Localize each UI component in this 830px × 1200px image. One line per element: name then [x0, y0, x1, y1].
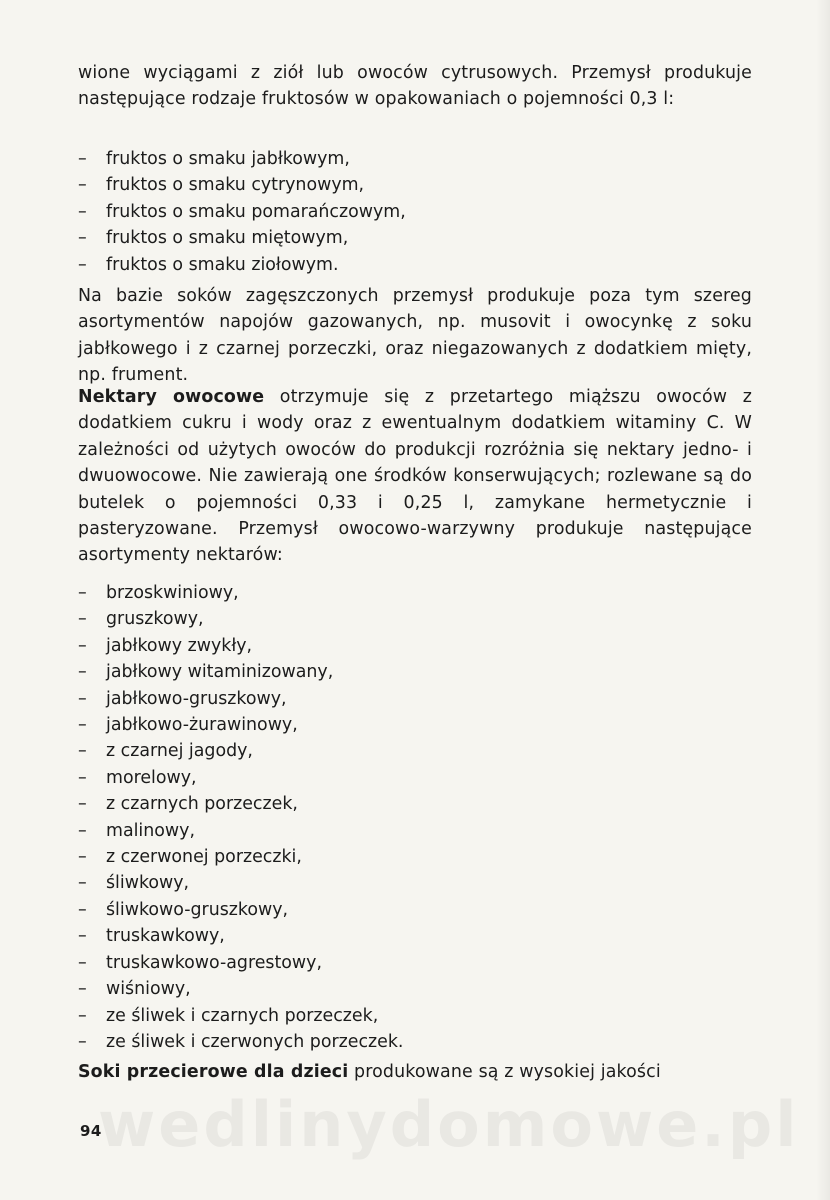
list-item-text: fruktos o smaku pomarańczowym,: [106, 201, 406, 222]
list-dash: –: [78, 635, 87, 656]
list-item: [78, 738, 752, 764]
list-item: [78, 225, 752, 251]
list-item: [78, 252, 752, 278]
list-item: [78, 844, 752, 870]
list-dash: –: [78, 688, 87, 709]
list-item-text: z czerwonej porzeczki,: [106, 847, 302, 868]
list-dash: –: [78, 175, 87, 196]
list-item-text: wiśniowy,: [106, 979, 191, 1000]
page-number: 94: [80, 1122, 102, 1140]
list-dash: –: [78, 228, 87, 249]
nektary-heading: Nektary owocowe: [78, 387, 265, 407]
nektary-list: [78, 580, 752, 1055]
list-item: [78, 950, 752, 976]
list-item-text: z czarnej jagody,: [106, 741, 253, 762]
list-dash: –: [78, 201, 87, 222]
paragraph-4: [78, 1059, 752, 1085]
list-item-text: jabłkowy zwykły,: [106, 635, 253, 656]
list-item: [78, 1029, 752, 1055]
list-item: [78, 976, 752, 1002]
list-item: [78, 712, 752, 738]
list-dash: –: [78, 847, 87, 868]
watermark: wedlinydomowe.pl: [98, 1088, 800, 1161]
list-item-text: jabłkowo-żurawinowy,: [106, 715, 298, 736]
list-dash: –: [78, 662, 87, 683]
list-dash: –: [78, 899, 87, 920]
list-item-text: ze śliwek i czerwonych porzeczek.: [106, 1031, 404, 1052]
list-item-text: jabłkowy witaminizowany,: [106, 662, 334, 683]
paragraph-1: wione wyciągami z ziół lub owoców cytrusowych. Przemysł produkuje następujące rodzaje fruktosów w opakowaniach o pojemności 0,3 l:: [78, 63, 752, 110]
list-dash: –: [78, 1031, 87, 1052]
list-item-text: śliwkowy,: [106, 873, 190, 894]
fruktos-list: [78, 146, 752, 278]
list-item-text: fruktos o smaku miętowym,: [106, 228, 349, 249]
list-dash: –: [78, 254, 87, 275]
list-dash: –: [78, 715, 87, 736]
list-item-text: z czarnych porzeczek,: [106, 794, 298, 815]
list-item: [78, 765, 752, 791]
list-dash: –: [78, 873, 87, 894]
list-item-text: truskawkowo-agrestowy,: [106, 952, 322, 973]
list-item-text: gruszkowy,: [106, 609, 204, 630]
list-item: [78, 146, 752, 172]
list-dash: –: [78, 794, 87, 815]
paragraph-3-text: otrzymuje się z przetartego miąższu owoców z dodatkiem cukru i wody oraz z ewentualnym dodatkiem witaminy C. W zależności od użytych owoców do produkcji rozróżnia się nektary jedno- i dwuowocowe. Nie zawierają one środków konserwujących; rozlewane są do butelek o pojemności 0,33 i 0,25 l, zamykane hermetycznie i pasteryzowane. Przemysł owocowo-warzywny produkuje następujące asortymenty nektarów:: [78, 387, 752, 566]
list-item: [78, 633, 752, 659]
list-dash: –: [78, 952, 87, 973]
list-item-text: morelowy,: [106, 767, 197, 788]
list-item: [78, 818, 752, 844]
list-dash: –: [78, 1005, 87, 1026]
list-item: [78, 606, 752, 632]
list-item: [78, 199, 752, 225]
list-item: [78, 870, 752, 896]
list-item-text: truskawkowy,: [106, 926, 225, 947]
page-edge-shadow: [816, 0, 830, 1200]
paragraph-3: [78, 384, 752, 569]
list-dash: –: [78, 979, 87, 1000]
list-item-text: ze śliwek i czarnych porzeczek,: [106, 1005, 379, 1026]
list-item: [78, 1003, 752, 1029]
list-item: [78, 580, 752, 606]
paragraph-2: Na bazie soków zagęszczonych przemysł produkuje poza tym szereg asortymentów napojów gazowanych, np. musovit i owocynkę z soku jabłkowego i z czarnej porzeczki, oraz niegazowanych z dodatkiem mięty, np. frument.: [78, 286, 752, 386]
soki-heading: Soki przecierowe dla dzieci: [78, 1062, 349, 1082]
list-item: [78, 659, 752, 685]
list-dash: –: [78, 926, 87, 947]
list-item: [78, 897, 752, 923]
list-item-text: jabłkowo-gruszkowy,: [106, 688, 287, 709]
list-item: [78, 791, 752, 817]
list-item-text: fruktos o smaku cytrynowym,: [106, 175, 365, 196]
list-item-text: fruktos o smaku jabłkowym,: [106, 149, 350, 169]
list-dash: –: [78, 820, 87, 841]
paragraph-4-text: produkowane są z wysokiej jakości: [348, 1062, 661, 1082]
list-dash: –: [78, 583, 87, 603]
list-item-text: fruktos o smaku ziołowym.: [106, 254, 339, 275]
list-dash: –: [78, 741, 87, 762]
list-item-text: śliwkowo-gruszkowy,: [106, 899, 289, 920]
list-item: [78, 172, 752, 198]
list-dash: –: [78, 149, 87, 169]
list-item: [78, 686, 752, 712]
list-item-text: brzoskwiniowy,: [106, 583, 239, 603]
list-item: [78, 923, 752, 949]
list-dash: –: [78, 609, 87, 630]
list-dash: –: [78, 767, 87, 788]
list-item-text: malinowy,: [106, 820, 195, 841]
